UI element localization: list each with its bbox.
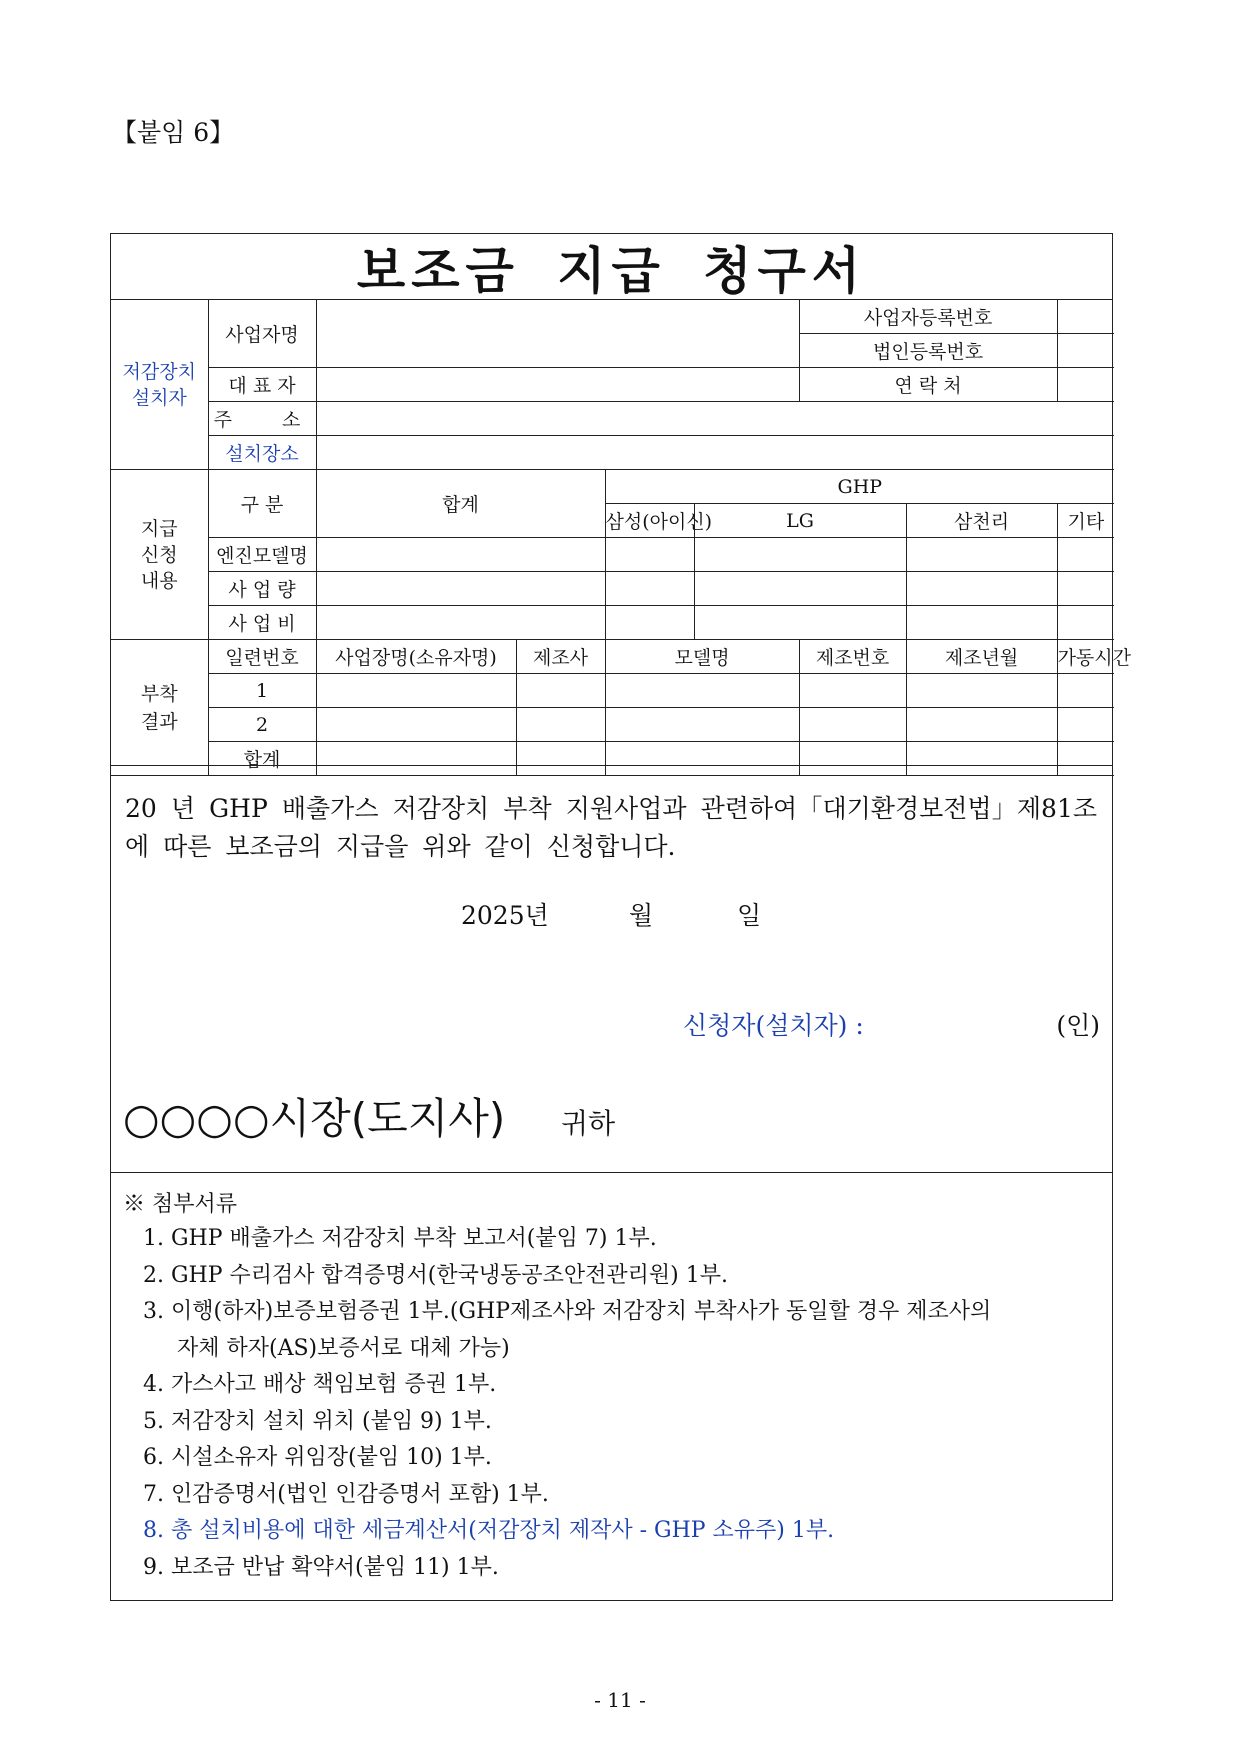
date-month: 월	[629, 901, 654, 930]
engine-model-total[interactable]	[316, 538, 605, 572]
result-row-1-no: 1	[208, 674, 316, 708]
attachment-item: 5. 저감장치 설치 위치 (붙임 9) 1부.	[143, 1408, 492, 1434]
install-location-field[interactable]	[316, 436, 1114, 470]
attachment-item: 4. 가스사고 배상 책임보험 증권 1부.	[143, 1372, 497, 1397]
result-row-2-date[interactable]	[906, 708, 1057, 742]
representative-label: 대 표 자	[208, 368, 316, 402]
business-reg-no-field[interactable]	[1057, 300, 1114, 334]
result-label-line1: 부착	[140, 682, 178, 705]
contact-label: 연 락 처	[799, 368, 1057, 402]
attachment-item: 2. GHP 수리검사 합격증명서(한국냉동공조안전관리원) 1부.	[143, 1262, 728, 1288]
engine-model-label: 엔진모델명	[208, 538, 316, 572]
total-header: 합계	[316, 470, 605, 538]
attachments-section	[111, 1172, 1112, 1580]
result-row-1-hours[interactable]	[1057, 674, 1114, 708]
form-table	[111, 300, 1131, 776]
result-row-1-date[interactable]	[906, 674, 1057, 708]
result-row-2-no: 2	[208, 708, 316, 742]
corp-reg-no-label: 법인등록번호	[799, 334, 1057, 368]
installer-section-label	[111, 300, 208, 470]
install-location-label: 설치장소	[208, 436, 316, 470]
result-header-serial-no: 제조번호	[799, 640, 906, 674]
category-header: 구 분	[208, 470, 316, 538]
result-row-1-site[interactable]	[316, 674, 516, 708]
business-name-field[interactable]	[316, 300, 799, 368]
attachment-item-highlight: 8. 총 설치비용에 대한 세금계산서(저감장치 제작사 - GHP 소유주) 1부.	[143, 1518, 835, 1543]
payment-label-line2: 신청	[140, 543, 178, 566]
engine-model-other[interactable]	[1057, 538, 1114, 572]
result-header-model: 모델명	[605, 640, 799, 674]
address-field[interactable]	[316, 402, 1114, 436]
date-day: 일	[737, 901, 762, 930]
maker-samsung: 삼성(아이신)	[605, 504, 694, 538]
result-header-maker: 제조사	[516, 640, 605, 674]
engine-model-lg[interactable]	[694, 538, 906, 572]
attachments-list	[143, 1221, 991, 1586]
seal-mark: (인)	[1056, 1011, 1100, 1040]
declaration-section	[111, 765, 1112, 1172]
payment-label-line1: 지급	[140, 517, 178, 540]
applicant-label: 신청자(설치자) :	[683, 1011, 864, 1040]
payment-section-label	[111, 470, 208, 640]
attachment-item-continuation: 자체 하자(AS)보증서로 대체 가능)	[177, 1335, 510, 1361]
representative-field[interactable]	[316, 368, 799, 402]
project-volume-samchully[interactable]	[906, 572, 1057, 606]
result-label-line2: 결과	[140, 710, 178, 733]
form-grid	[111, 300, 1131, 776]
attachment-item: 9. 보조금 반납 확약서(붙임 11) 1부.	[143, 1554, 499, 1580]
page-number: - 11 -	[594, 1688, 646, 1712]
result-row-1-serial[interactable]	[799, 674, 906, 708]
result-header-serial: 일련번호	[208, 640, 316, 674]
attachment-label: 【붙임 6】	[112, 118, 235, 147]
result-row-2-maker[interactable]	[516, 708, 605, 742]
result-row-1-maker[interactable]	[516, 674, 605, 708]
result-header-site: 사업장명(소유자명)	[316, 640, 516, 674]
project-cost-samsung[interactable]	[605, 606, 694, 640]
corp-reg-no-field[interactable]	[1057, 334, 1114, 368]
attachment-item: 1. GHP 배출가스 저감장치 부착 보고서(붙임 7) 1부.	[143, 1226, 657, 1251]
result-row-2-hours[interactable]	[1057, 708, 1114, 742]
attachment-item: 3. 이행(하자)보증보험증권 1부.(GHP제조사와 저감장치 부착사가 동일할 경우 제조사의	[143, 1299, 992, 1324]
project-volume-other[interactable]	[1057, 572, 1114, 606]
result-header-hours: 가동시간	[1057, 640, 1114, 674]
engine-model-samsung[interactable]	[605, 538, 694, 572]
attachment-item: 7. 인감증명서(법인 인감증명서 포함) 1부.	[143, 1481, 549, 1507]
project-volume-total[interactable]	[316, 572, 605, 606]
result-total-label: 합계	[208, 742, 316, 776]
result-row-2-model[interactable]	[605, 708, 799, 742]
date-year: 2025년	[461, 901, 549, 930]
project-volume-label: 사 업 량	[208, 572, 316, 606]
project-cost-lg[interactable]	[694, 606, 906, 640]
engine-model-samchully[interactable]	[906, 538, 1057, 572]
installer-label-line2: 설치자	[131, 386, 187, 409]
ghp-header: GHP	[605, 470, 1114, 504]
maker-other: 기타	[1057, 504, 1114, 538]
addressee-suffix: 귀하	[561, 1107, 616, 1140]
result-row-1-model[interactable]	[605, 674, 799, 708]
addressee: ○○○○시장(도지사)	[123, 1094, 506, 1143]
contact-field[interactable]	[1057, 368, 1114, 402]
project-volume-lg[interactable]	[694, 572, 906, 606]
result-section-label	[111, 640, 208, 776]
business-reg-no-label: 사업자등록번호	[799, 300, 1057, 334]
project-cost-samchully[interactable]	[906, 606, 1057, 640]
claim-form	[110, 233, 1131, 1601]
address-label: 주 소	[208, 402, 316, 436]
project-volume-samsung[interactable]	[605, 572, 694, 606]
result-row-2-serial[interactable]	[799, 708, 906, 742]
project-cost-label: 사 업 비	[208, 606, 316, 640]
result-row-2-site[interactable]	[316, 708, 516, 742]
payment-label-line3: 내용	[140, 569, 178, 592]
form-title: 보조금 지급 청구서	[111, 234, 1112, 300]
installer-label-line1: 저감장치	[122, 360, 196, 383]
project-cost-other[interactable]	[1057, 606, 1114, 640]
attachment-item: 6. 시설소유자 위임장(붙임 10) 1부.	[143, 1445, 492, 1470]
maker-lg: LG	[694, 504, 906, 538]
attachments-header: ※ 첨부서류	[123, 1192, 238, 1217]
declaration-text: 20 년 GHP 배출가스 저감장치 부착 지원사업과 관련하여「대기환경보전법」제81조에 따른 보조금의 지급을 위와 같이 신청합니다.	[125, 794, 1097, 861]
project-cost-total[interactable]	[316, 606, 605, 640]
result-header-mfg-date: 제조년월	[906, 640, 1057, 674]
maker-samchully: 삼천리	[906, 504, 1057, 538]
business-name-label: 사업자명	[208, 300, 316, 368]
